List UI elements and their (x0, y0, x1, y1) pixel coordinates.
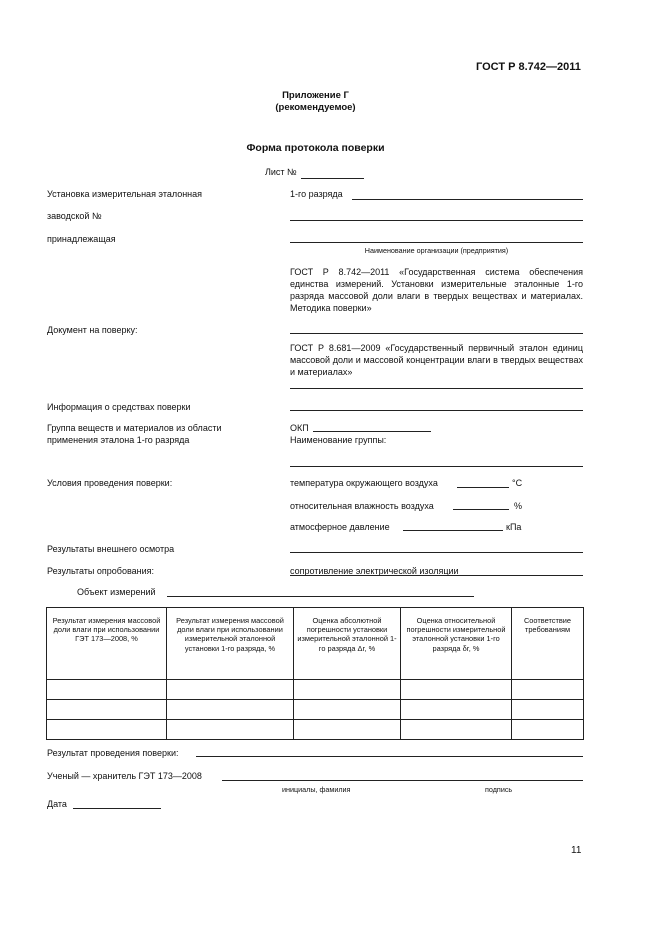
table-cell[interactable] (47, 680, 167, 700)
group-name-label: Наименование группы: (290, 435, 387, 445)
table-cell[interactable] (47, 700, 167, 720)
document-text: ГОСТ Р 8.742—2011 «Государственная система обеспечения единства измерений. Установки измерительные эталонные 1-го разряда массовой доли влаги в твердых веществах и материалах. Методика поверки» (290, 267, 583, 313)
appendix-title: Приложение Г (282, 90, 349, 101)
table-header-cell: Соответствие требованиям (512, 608, 584, 680)
standard-number: ГОСТ Р 8.742—2011 (476, 61, 581, 73)
table-header-cell: Результат измерения массовой доли влаги при использовании ГЭТ 173—2008, % (47, 608, 167, 680)
owner-caption: Наименование организации (предприятия) (364, 246, 509, 255)
serial-label: заводской № (47, 211, 102, 221)
group-name-line (290, 466, 583, 467)
scientist-label: Ученый — хранитель ГЭТ 173—2008 (47, 771, 202, 781)
scientist-line (222, 780, 583, 781)
table-cell[interactable] (512, 680, 584, 700)
table-cell[interactable] (512, 720, 584, 740)
inspection-label: Результаты внешнего осмотра (47, 544, 175, 554)
date-label: Дата (47, 799, 67, 809)
result-line (196, 756, 583, 757)
testing-label: Результаты опробования: (47, 566, 155, 576)
table-cell[interactable] (512, 700, 584, 720)
table-cell[interactable] (167, 680, 294, 700)
table-cell[interactable] (47, 720, 167, 740)
conditions-label: Условия проведения поверки: (47, 478, 173, 488)
inspection-line (290, 552, 583, 553)
page-number: 11 (571, 845, 582, 856)
testing-line (290, 575, 583, 576)
sheet-label: Лист № (265, 167, 297, 177)
table-cell[interactable] (401, 700, 512, 720)
temperature-line (457, 487, 509, 488)
object-label: Объект измерений (77, 587, 156, 597)
table-cell[interactable] (294, 680, 401, 700)
result-label: Результат проведения поверки: (47, 748, 179, 758)
means-label: Информация о средствах поверки (47, 402, 191, 412)
object-line (167, 596, 474, 597)
table-header-cell: Оценка абсолютной погрешности установки измерительной эталонной 1-го разряда Δr, % (294, 608, 401, 680)
appendix-subtitle: (рекомендуемое) (275, 102, 356, 113)
okp-line (313, 431, 431, 432)
temperature-label: температура окружающего воздуха (290, 478, 438, 488)
table-row (47, 700, 584, 720)
table-header-cell: Результат измерения массовой доли влаги при использовании измерительной эталонной установки 1-го разряда, % (167, 608, 294, 680)
owner-line (290, 242, 583, 243)
table-row (47, 720, 584, 740)
means-line (290, 410, 583, 411)
humidity-unit: % (514, 501, 523, 511)
okp-label: ОКП (290, 423, 309, 433)
table-header-row (47, 608, 584, 680)
table-cell[interactable] (167, 720, 294, 740)
date-line (73, 808, 161, 809)
results-table (46, 607, 584, 740)
table-cell[interactable] (167, 700, 294, 720)
form-title: Форма протокола поверки (246, 142, 385, 154)
table-cell[interactable] (401, 720, 512, 740)
humidity-line (453, 509, 509, 510)
document-line (290, 333, 583, 334)
installation-line (352, 199, 583, 200)
pressure-label: атмосферное давление (290, 522, 390, 532)
table-row (47, 680, 584, 700)
document-text-2: ГОСТ Р 8.681—2009 «Государственный первичный эталон единиц массовой доли и массовой концентрации влаги в твердых веществах и материалах» (290, 343, 583, 377)
pressure-unit: кПа (506, 522, 522, 532)
testing-value: сопротивление электрической изоляции (290, 566, 459, 576)
initials-caption: инициалы, фамилия (282, 785, 351, 794)
signature-caption: подпись (485, 785, 513, 794)
sheet-number-line (301, 178, 364, 179)
humidity-label: относительная влажность воздуха (290, 501, 434, 511)
table-cell[interactable] (294, 720, 401, 740)
table-cell[interactable] (401, 680, 512, 700)
group-label-1: Группа веществ и материалов из области (47, 423, 222, 433)
table-cell[interactable] (294, 700, 401, 720)
serial-line (290, 220, 583, 221)
group-label-2: применения эталона 1-го разряда (47, 435, 190, 445)
owner-label: принадлежащая (47, 234, 116, 244)
installation-value: 1-го разряда (290, 189, 343, 199)
document-line-2 (290, 388, 583, 389)
table-header-cell: Оценка относительной погрешности измерительной эталонной установки 1-го разряда δr, % (401, 608, 512, 680)
installation-label: Установка измерительная эталонная (47, 189, 203, 199)
temperature-unit: °С (512, 478, 523, 488)
pressure-line (403, 530, 503, 531)
document-label: Документ на поверку: (47, 325, 138, 335)
